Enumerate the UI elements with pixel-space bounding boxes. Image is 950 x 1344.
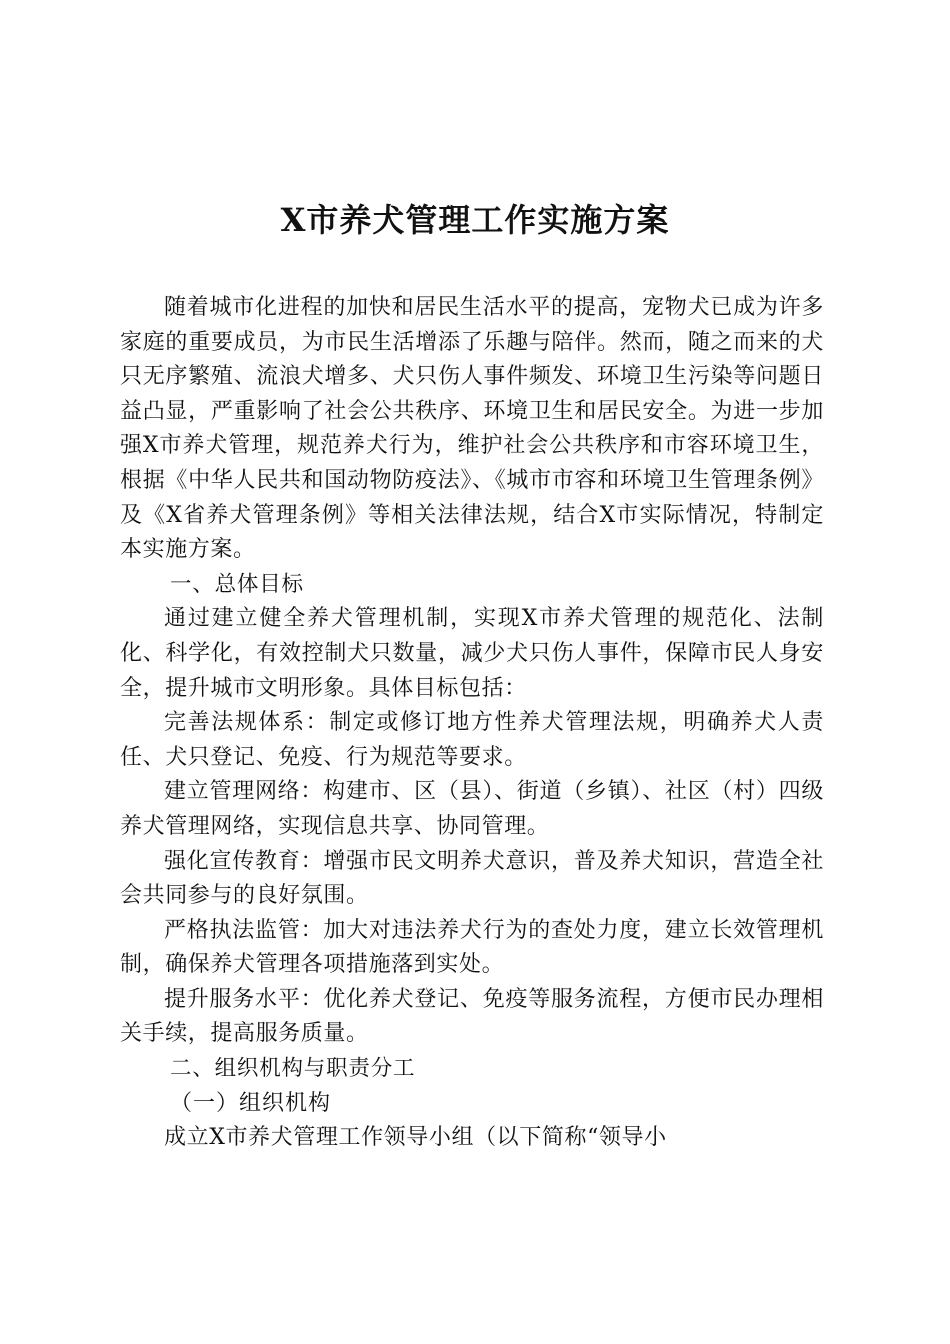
subsection-heading: （一）组织机构 (170, 1090, 332, 1116)
goal-item: 完善法规体系：制定或修订地方性养犬管理法规，明确养犬人责任、犬只登记、免疫、行为规范等要求。 (120, 710, 824, 770)
goal-item: 强化宣传教育：增强市民文明养犬意识，普及养犬知识，营造全社会共同参与的良好氛围。 (120, 848, 824, 909)
goal-item: 建立管理网络：构建市、区（县）、街道（乡镇）、社区（村）四级养犬管理网络，实现信息共享、协同管理。 (120, 779, 824, 839)
goal-item: 提升服务水平：优化养犬登记、免疫等服务流程，方便市民办理相关手续，提高服务质量。 (120, 986, 824, 1047)
section-paragraph: 通过建立健全养犬管理机制，实现X市养犬管理的规范化、法制化、科学化，有效控制犬只数量，减少犬只伤人事件，保障市民人身安全，提升城市文明形象。具体目标包括： (120, 606, 824, 701)
page-title: X市养犬管理工作实施方案 (280, 201, 670, 239)
section-heading-overall-goals: 一、总体目标 (170, 571, 304, 597)
goal-item: 严格执法监管：加大对违法养犬行为的查处力度，建立长效管理机制，确保养犬管理各项措施落到实处。 (120, 917, 824, 978)
section-paragraph: 成立X市养犬管理工作领导小组（以下简称“领导小 (164, 1125, 667, 1151)
document-body (120, 291, 824, 1156)
section-heading-organization: 二、组织机构与职责分工 (170, 1056, 416, 1082)
intro-paragraph: 随着城市化进程的加快和居民生活水平的提高，宠物犬已成为许多家庭的重要成员，为市民生活增添了乐趣与陪伴。然而，随之而来的犬只无序繁殖、流浪犬增多、犬只伤人事件频发、环境卫生污染等问题日益凸显，严重影响了社会公共秩序、环境卫生和居民安全。为进一步加强X市养犬管理，规范养犬行为，维护社会公共秩序和市容环境卫生，根据《中华人民共和国动物防疫法》、《城市市容和环境卫生管理条例》及《X省养犬管理条例》等相关法律法规，结合X市实际情况，特制定本实施方案。 (120, 295, 824, 563)
